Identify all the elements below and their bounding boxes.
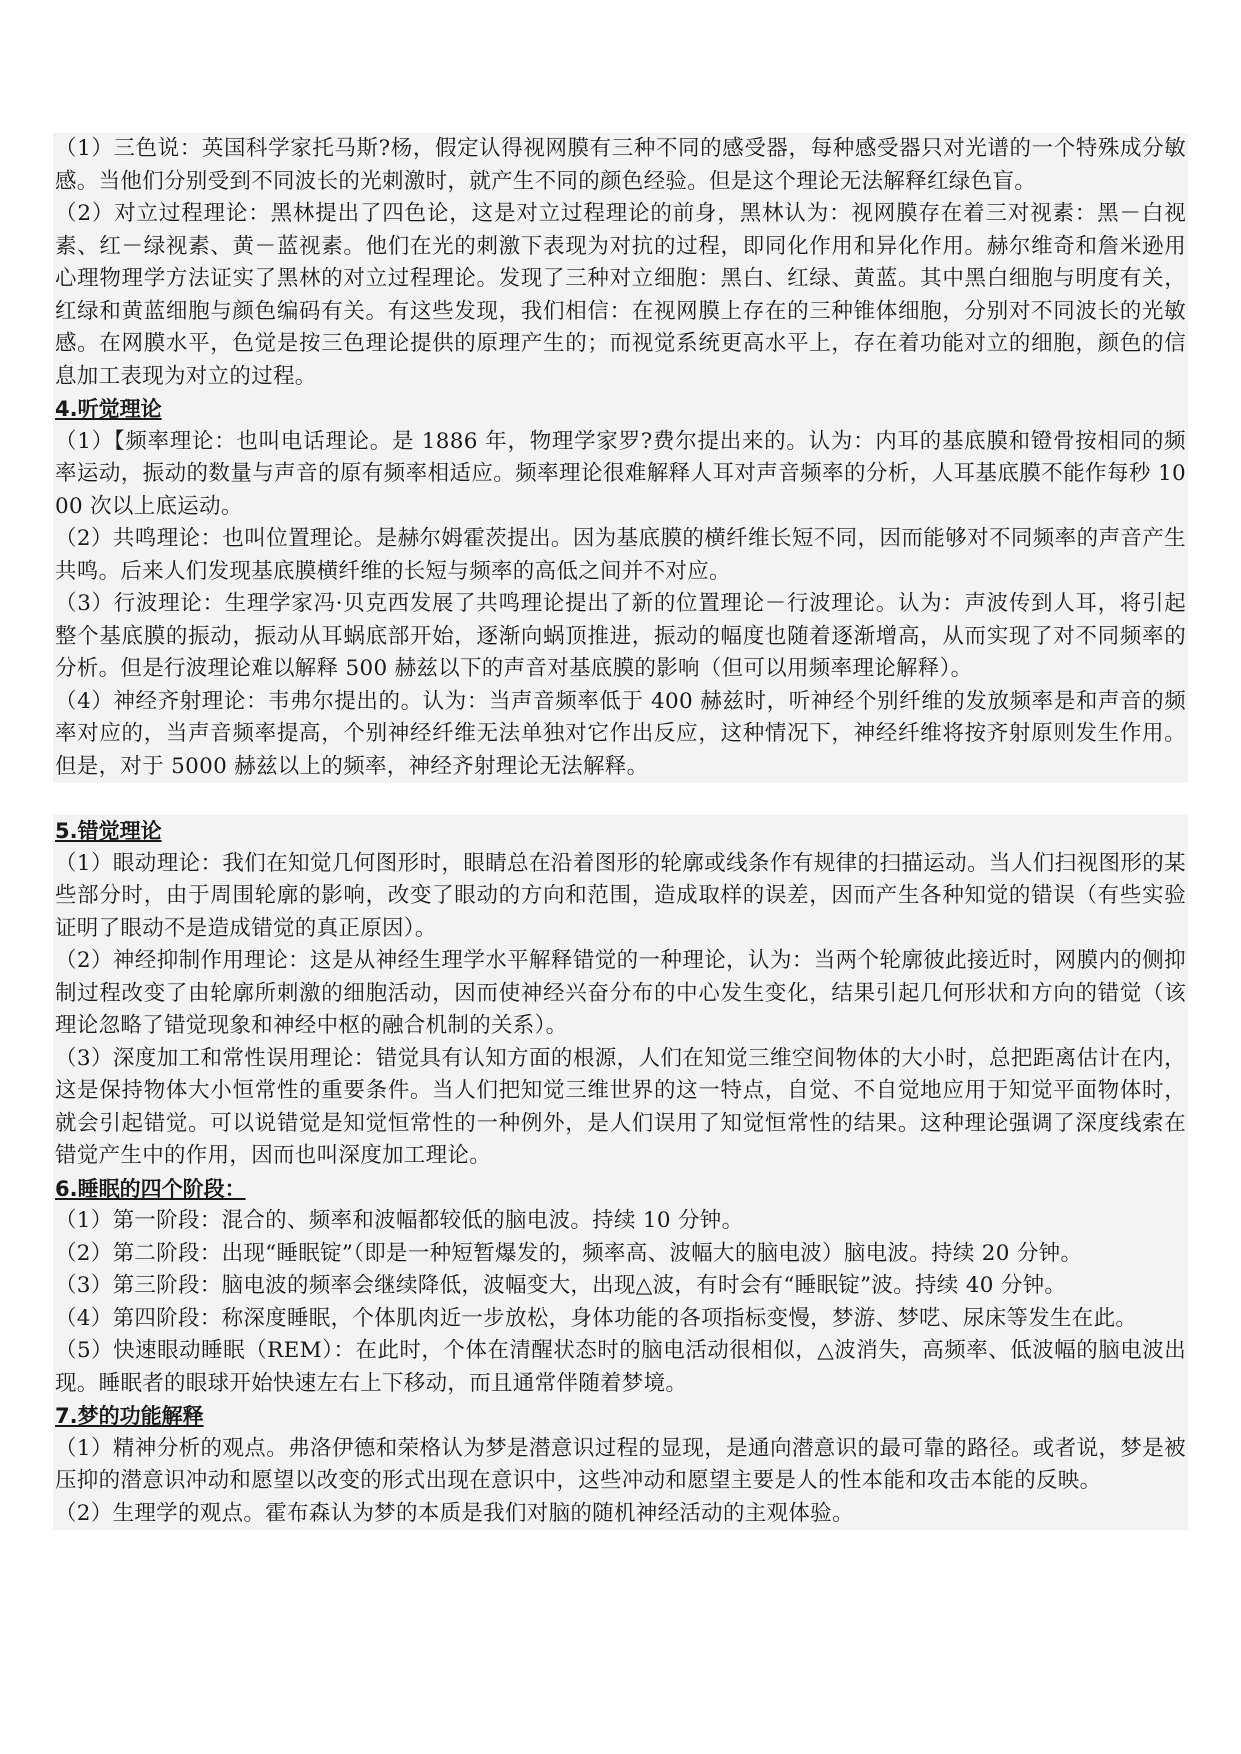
- sleep-stage-2-paragraph: （2）第二阶段：出现“睡眠锭”（即是一种短暂爆发的，频率高、波幅大的脑电波）脑电波。持续 20 分钟。: [55, 1240, 1083, 1266]
- trichromatic-theory-paragraph: （1）三色说：英国科学家托马斯?杨，假定认得视网膜有三种不同的感受器，每种感受器只对光谱的一个特殊成分敏感。当他们分别受到不同波长的光刺激时，就产生不同的颜色经验。但是这个理论无法解释红绿色盲。: [55, 136, 1186, 194]
- eye-movement-theory-paragraph: （1）眼动理论：我们在知觉几何图形时，眼睛总在沿着图形的轮廓或线条作有规律的扫描运动。当人们扫视图形的某些部分时，由于周围轮廓的影响，改变了眼动的方向和范围，造成取样的误差，因而产生各种知觉的错误（有些实验证明了眼动不是造成错觉的真正原因）。: [55, 850, 1186, 941]
- section-gap: [0, 783, 1241, 815]
- sleep-stage-4-paragraph: （4）第四阶段：称深度睡眠，个体肌肉近一步放松，身体功能的各项指标变慢，梦游、梦呓、尿床等发生在此。: [55, 1305, 1138, 1331]
- traveling-wave-theory-paragraph: （3）行波理论：生理学家冯·贝克西发展了共鸣理论提出了新的位置理论－行波理论。认为：声波传到人耳，将引起整个基底膜的振动，振动从耳蜗底部开始，逐渐向蜗顶推进，振动的幅度也随着逐渐增高，从而实现了对不同频率的分析。但是行波理论难以解释 500 赫兹以下的声音对基底膜的影响（但可以用频率理论解释）。: [55, 591, 1186, 681]
- sleep-stages-section: [53, 1173, 1188, 1401]
- physiological-view-paragraph: （2）生理学的观点。霍布森认为梦的本质是我们对脑的随机神经活动的主观体验。: [55, 1500, 854, 1526]
- sleep-stages-heading: 6.睡眠的四个阶段：: [55, 1176, 246, 1201]
- illusion-theory-heading: 5.错觉理论: [55, 819, 162, 843]
- color-theory-section: [53, 133, 1188, 393]
- dream-function-section: [53, 1400, 1188, 1530]
- document-page: [53, 133, 1188, 1530]
- rem-sleep-paragraph: （5）快速眼动睡眠（REM）：在此时，个体在清醒状态时的脑电活动很相似，△波消失，高频率、低波幅的脑电波出现。睡眠者的眼球开始快速左右上下移动，而且通常伴随着梦境。: [55, 1338, 1186, 1396]
- depth-processing-theory-paragraph: （3）深度加工和常性误用理论：错觉具有认知方面的根源，人们在知觉三维空间物体的大小时，总把距离估计在内，这是保持物体大小恒常性的重要条件。当人们把知觉三维世界的这一特点，自觉、不自觉地应用于知觉平面物体时，就会引起错觉。可以说错觉是知觉恒常性的一种例外，是人们误用了知觉恒常性的结果。这种理论强调了深度线索在错觉产生中的作用，因而也叫深度加工理论。: [55, 1045, 1186, 1168]
- volley-theory-paragraph: （4）神经齐射理论：韦弗尔提出的。认为：当声音频率低于 400 赫兹时，听神经个别纤维的发放频率是和声音的频率对应的，当声音频率提高，个别神经纤维无法单独对它作出反应，这种情况下，神经纤维将按齐射原则发生作用。但是，对于 5000 赫兹以上的频率，神经齐射理论无法解释。: [55, 688, 1186, 779]
- psychoanalytic-view-paragraph: （1）精神分析的观点。弗洛伊德和荣格认为梦是潜意识过程的显现，是通向潜意识的最可靠的路径。或者说，梦是被压抑的潜意识冲动和愿望以改变的形式出现在意识中，这些冲动和愿望主要是人的性本能和攻击本能的反映。: [55, 1435, 1186, 1493]
- dream-function-heading: 7.梦的功能解释: [55, 1404, 204, 1428]
- opponent-process-theory-paragraph: （2）对立过程理论：黑林提出了四色论，这是对立过程理论的前身，黑林认为：视网膜存在着三对视素：黑－白视素、红－绿视素、黄－蓝视素。他们在光的刺激下表现为对抗的过程，即同化作用和异化作用。赫尔维奇和詹米逊用心理物理学方法证实了黑林的对立过程理论。发现了三种对立细胞：黑白、红绿、黄蓝。其中黑白细胞与明度有关，红绿和黄蓝细胞与颜色编码有关。有这些发现，我们相信：在视网膜上存在的三种锥体细胞，分别对不同波长的光敏感。在网膜水平，色觉是按三色理论提供的原理产生的；而视觉系统更高水平上，存在着功能对立的细胞，颜色的信息加工表现为对立的过程。: [55, 201, 1186, 389]
- frequency-theory-paragraph: （1）【频率理论：也叫电话理论。是 1886 年，物理学家罗?费尔提出来的。认为：内耳的基底膜和镫骨按相同的频率运动，振动的数量与声音的原有频率相适应。频率理论很难解释人耳对声音频率的分析，人耳基底膜不能作每秒 1000 次以上底运动。: [55, 428, 1186, 519]
- sleep-stage-1-paragraph: （1）第一阶段：混合的、频率和波幅都较低的脑电波。持续 10 分钟。: [55, 1208, 744, 1233]
- hearing-theory-heading: 4.听觉理论: [55, 397, 162, 421]
- neural-inhibition-theory-paragraph: （2）神经抑制作用理论：这是从神经生理学水平解释错觉的一种理论，认为：当两个轮廓彼此接近时，网膜内的侧抑制过程改变了由轮廓所刺激的细胞活动，因而使神经兴奋分布的中心发生变化，结果引起几何形状和方向的错觉（该理论忽略了错觉现象和神经中枢的融合机制的关系）。: [55, 948, 1186, 1038]
- sleep-stage-3-paragraph: （3）第三阶段：脑电波的频率会继续降低，波幅变大，出现△波，有时会有“睡眠锭”波。持续 40 分钟。: [55, 1273, 1067, 1298]
- resonance-theory-paragraph: （2）共鸣理论：也叫位置理论。是赫尔姆霍茨提出。因为基底膜的横纤维长短不同，因而能够对不同频率的声音产生共鸣。后来人们发现基底膜横纤维的长短与频率的高低之间并不对应。: [55, 526, 1186, 584]
- illusion-theory-section: [53, 815, 1188, 1173]
- hearing-theory-section: [53, 393, 1188, 783]
